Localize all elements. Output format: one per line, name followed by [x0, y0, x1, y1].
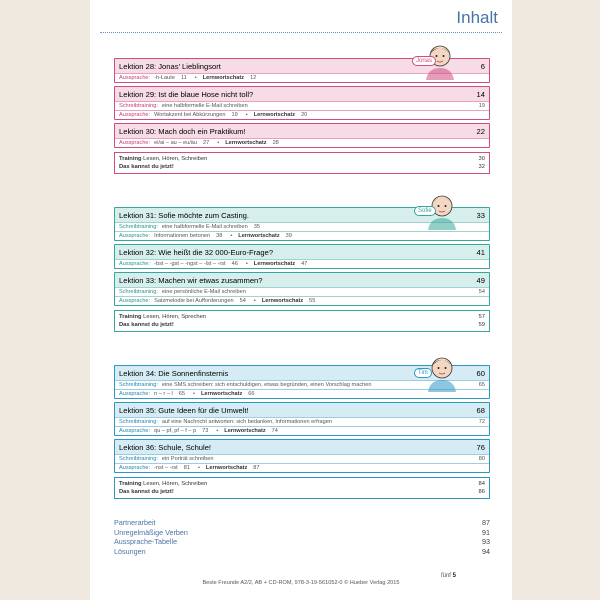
pronunciation-row — [115, 259, 489, 268]
appendix-item[interactable] — [114, 518, 490, 528]
row-label: Schreibtraining: — [119, 382, 158, 388]
row-left — [119, 419, 332, 425]
training-page: 84 — [478, 481, 485, 487]
lesson-page: 60 — [476, 368, 485, 378]
bullet-icon: • — [245, 261, 248, 267]
lesson-header[interactable] — [115, 403, 489, 417]
training-box — [114, 310, 490, 332]
vocab-label: Lernwortschatz — [253, 261, 296, 267]
lesson-title: Lektion 35: Gute Ideen für die Umwelt! — [119, 405, 249, 415]
row-page: 19 — [231, 112, 238, 118]
row-left — [119, 289, 246, 295]
appendix-page: 91 — [482, 527, 490, 537]
vocab-label: Lernwortschatz — [202, 75, 245, 81]
vocab-page: 55 — [309, 298, 316, 304]
vocab-label: Lernwortschatz — [205, 465, 248, 471]
appendix-label: Unregelmäßige Verben — [114, 527, 188, 537]
lesson-title: Lektion 36: Schule, Schule! — [119, 442, 212, 452]
lesson-title: Lektion 34: Die Sonnenfinsternis — [119, 368, 229, 378]
vocab-page: 87 — [253, 465, 260, 471]
lesson-title: Lektion 30: Mach doch ein Praktikum! — [119, 126, 246, 136]
row-topic: eine persönliche E-Mail schreiben — [161, 289, 246, 295]
review-label: Das kannst du jetzt! — [119, 164, 174, 170]
review-row — [119, 163, 485, 171]
row-page: 65 — [478, 382, 485, 388]
lesson-page: 68 — [476, 405, 485, 415]
training-row — [119, 313, 485, 321]
page-number-word: fünf — [440, 573, 451, 579]
row-topic: auf eine Nachricht antworten: sich bedanken, Informationen erfragen — [161, 419, 332, 425]
pronunciation-row — [115, 296, 489, 305]
training-left — [119, 314, 206, 320]
lesson-page: 6 — [480, 61, 485, 71]
row-topic: ein Porträt schreiben — [161, 456, 214, 462]
row-left — [119, 112, 307, 118]
review-label: Das kannst du jetzt! — [119, 322, 174, 328]
vocab-page: 20 — [301, 112, 308, 118]
lesson-box — [114, 123, 490, 148]
row-left — [119, 103, 248, 109]
appendix-page: 93 — [482, 537, 490, 547]
lesson-box — [114, 402, 490, 436]
writing-training-row — [115, 101, 489, 110]
row-left — [119, 428, 278, 434]
row-page: 72 — [478, 419, 485, 425]
row-topic: -h-Laute — [154, 75, 175, 81]
bullet-icon: • — [217, 140, 220, 146]
lesson-title: Lektion 32: Wie heißt die 32 000-Euro-Frage? — [119, 247, 274, 257]
training-skills: Lesen, Hören, Schreiben — [143, 156, 208, 162]
row-topic: Informationen betonen — [154, 233, 211, 239]
writing-training-row — [115, 287, 489, 296]
row-left — [119, 75, 256, 81]
row-label: Aussprache: — [119, 233, 151, 239]
review-page: 32 — [478, 164, 485, 170]
pronunciation-row — [115, 110, 489, 119]
vocab-page: 47 — [301, 261, 308, 267]
review-page: 59 — [478, 322, 485, 328]
training-left — [119, 156, 207, 162]
row-label: Schreibtraining: — [119, 289, 158, 295]
training-row — [119, 480, 485, 488]
training-box — [114, 477, 490, 499]
row-label: Aussprache: — [119, 261, 151, 267]
training-left — [119, 481, 207, 487]
review-row — [119, 488, 485, 496]
page-number-digit: 5 — [452, 573, 456, 579]
page-number — [441, 573, 456, 579]
vocab-page: 66 — [248, 391, 255, 397]
vocab-label: Lernwortschatz — [253, 112, 296, 118]
row-label: Schreibtraining: — [119, 456, 158, 462]
row-page: 27 — [203, 140, 210, 146]
row-label: Aussprache: — [119, 112, 151, 118]
character-name-tag: Jonas — [412, 56, 436, 66]
lesson-title: Lektion 28: Jonas’ Lieblingsort — [119, 61, 221, 71]
lesson-title: Lektion 31: Sofie möchte zum Casting. — [119, 210, 250, 220]
lesson-page: 33 — [476, 210, 485, 220]
row-topic: eine SMS schreiben: sich entschuldigen, etwas begründen, einen Vorschlag machen — [161, 382, 372, 388]
vocab-page: 28 — [272, 140, 279, 146]
row-page: 11 — [180, 75, 187, 81]
row-label: Aussprache: — [119, 428, 151, 434]
bullet-icon: • — [194, 75, 197, 81]
appendix-page: 87 — [482, 518, 490, 528]
row-topic: qu – pf, pf – f – p — [154, 428, 197, 434]
vocab-label: Lernwortschatz — [261, 298, 304, 304]
row-page: 38 — [216, 233, 223, 239]
toc-page — [90, 0, 512, 600]
row-left — [119, 456, 214, 462]
bullet-icon: • — [245, 112, 248, 118]
row-page: 35 — [253, 224, 260, 230]
row-label: Aussprache: — [119, 391, 151, 397]
vocab-label: Lernwortschatz — [225, 140, 267, 146]
training-box — [114, 152, 490, 174]
row-page: 19 — [478, 103, 485, 109]
lesson-box — [114, 86, 490, 120]
row-topic: -nst – -rst — [154, 465, 178, 471]
bullet-icon: • — [230, 233, 233, 239]
row-page: 65 — [178, 391, 185, 397]
lesson-title: Lektion 33: Machen wir etwas zusammen? — [119, 275, 263, 285]
row-topic: ei/ai – au – eu/äu — [154, 140, 198, 146]
row-topic: eine halbformelle E-Mail schreiben — [161, 224, 248, 230]
training-row — [119, 155, 485, 163]
row-page: 81 — [183, 465, 190, 471]
lesson-box — [114, 439, 490, 473]
row-left — [119, 140, 279, 146]
row-page: 73 — [202, 428, 209, 434]
training-skills: Lesen, Hören, Sprechen — [143, 314, 207, 320]
row-label: Aussprache: — [119, 75, 151, 81]
row-topic: -bst – -gst – -ngst – -lst – -rst — [154, 261, 226, 267]
row-page: 54 — [239, 298, 246, 304]
row-left — [119, 382, 371, 388]
lesson-header[interactable] — [115, 245, 489, 259]
lesson-page: 14 — [476, 89, 485, 99]
lesson-box — [114, 244, 490, 269]
lesson-header[interactable] — [115, 273, 489, 287]
row-label: Aussprache: — [119, 298, 151, 304]
row-topic: Wortakzent bei Abkürzungen — [154, 112, 226, 118]
row-label: Aussprache: — [119, 140, 151, 146]
training-label: Training — [119, 156, 142, 162]
row-topic: n – r – l — [154, 391, 173, 397]
row-label: Aussprache: — [119, 465, 151, 471]
lesson-header[interactable] — [115, 124, 489, 138]
row-page: 46 — [231, 261, 238, 267]
footer-copyright: Beste Freunde A2/2, AB + CD-ROM, 978-3-19-561052-0 © Hueber Verlag 2015 — [202, 580, 400, 586]
row-label: Schreibtraining: — [119, 224, 158, 230]
training-page: 30 — [478, 156, 485, 162]
lesson-page: 49 — [476, 275, 485, 285]
training-label: Training — [119, 481, 142, 487]
row-topic: eine halbformelle E-Mail schreiben — [161, 103, 248, 109]
training-label: Training — [119, 314, 142, 320]
training-page: 57 — [478, 314, 485, 320]
vocab-page: 39 — [285, 233, 292, 239]
lesson-header[interactable] — [115, 440, 489, 454]
bullet-icon: • — [253, 298, 256, 304]
row-left — [119, 465, 260, 471]
row-page: 80 — [478, 456, 485, 462]
appendix-page: 94 — [482, 546, 490, 556]
review-label: Das kannst du jetzt! — [119, 489, 174, 495]
title-divider — [100, 32, 502, 33]
character-name-tag: Sofie — [414, 206, 436, 216]
writing-training-row — [115, 417, 489, 426]
vocab-label: Lernwortschatz — [224, 428, 266, 434]
vocab-label: Lernwortschatz — [200, 391, 243, 397]
character-name-tag: Tim — [414, 368, 432, 378]
page-title: Inhalt — [456, 8, 498, 27]
vocab-page: 12 — [250, 75, 257, 81]
pronunciation-row — [115, 426, 489, 435]
appendix-item[interactable] — [114, 547, 490, 557]
pronunciation-row — [115, 231, 489, 240]
lesson-header[interactable] — [115, 87, 489, 101]
row-left — [119, 224, 260, 230]
row-left — [119, 233, 292, 239]
review-row — [119, 321, 485, 329]
bullet-icon: • — [197, 465, 200, 471]
appendix-label: Lösungen — [114, 546, 146, 556]
appendix-item[interactable] — [114, 537, 490, 547]
review-page: 86 — [478, 489, 485, 495]
bullet-icon: • — [192, 391, 195, 397]
row-left — [119, 391, 255, 397]
lesson-title: Lektion 29: Ist die blaue Hose nicht toll? — [119, 89, 254, 99]
lesson-page: 76 — [476, 442, 485, 452]
lesson-page: 41 — [476, 247, 485, 257]
row-left — [119, 261, 307, 267]
vocab-label: Lernwortschatz — [238, 233, 280, 239]
vocab-page: 74 — [271, 428, 278, 434]
pronunciation-row — [115, 138, 489, 147]
bullet-icon: • — [216, 428, 219, 434]
row-label: Schreibtraining: — [119, 419, 158, 425]
appendix-label: Partnerarbeit — [114, 518, 156, 528]
appendix-item[interactable] — [114, 528, 490, 538]
lesson-box — [114, 272, 490, 306]
lesson-page: 22 — [476, 126, 485, 136]
row-label: Schreibtraining: — [119, 103, 158, 109]
appendix-list — [114, 518, 490, 556]
appendix-label: Aussprache-Tabelle — [114, 537, 178, 547]
row-page: 54 — [478, 289, 485, 295]
pronunciation-row — [115, 463, 489, 472]
training-skills: Lesen, Hören, Schreiben — [143, 481, 208, 487]
row-left — [119, 298, 315, 304]
writing-training-row — [115, 454, 489, 463]
row-topic: Satzmelodie bei Aufforderungen — [154, 298, 234, 304]
